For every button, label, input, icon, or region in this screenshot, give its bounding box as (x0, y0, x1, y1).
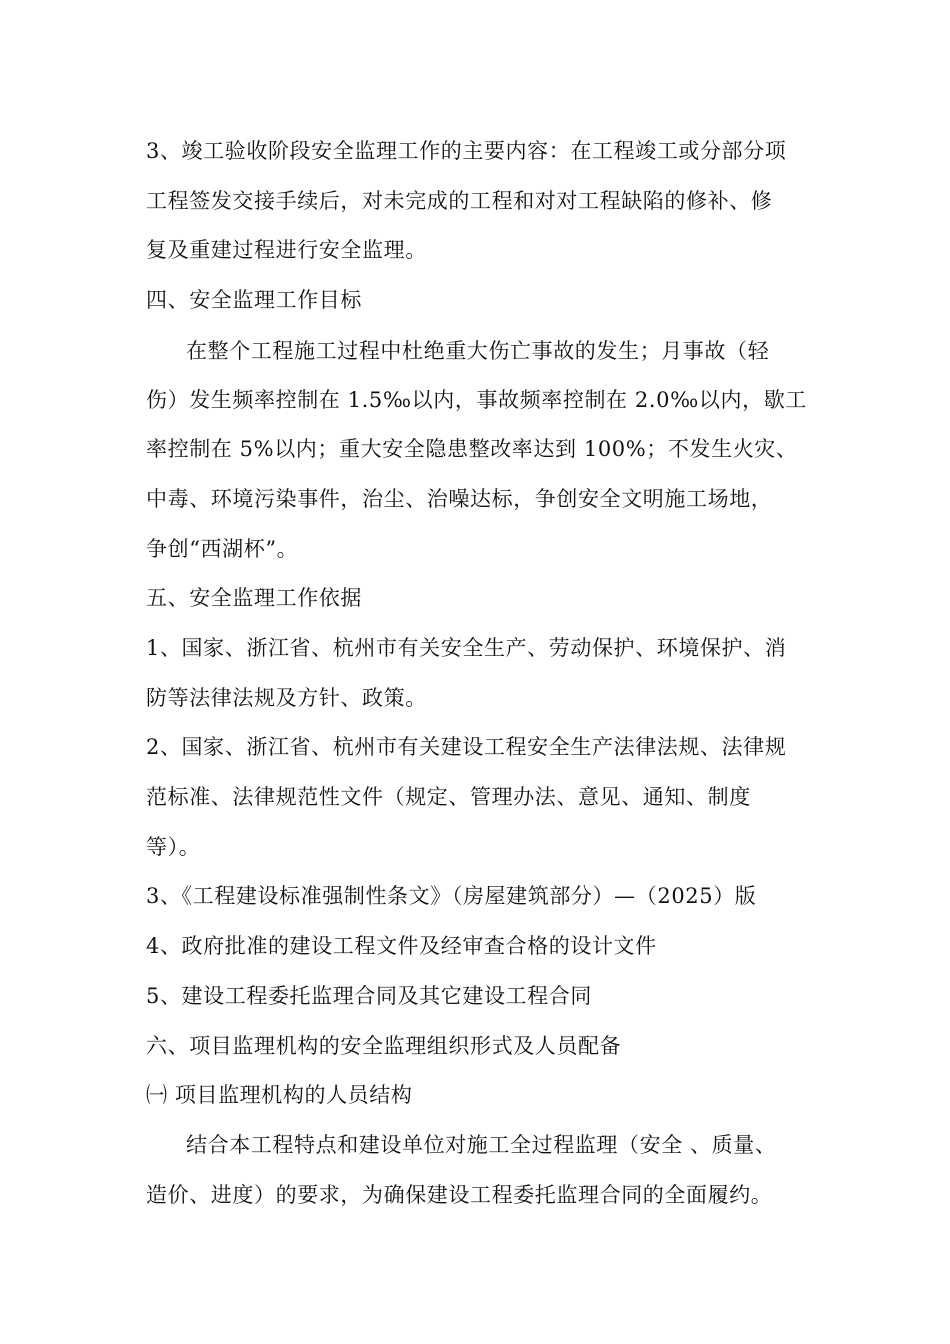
section-heading: 五、安全监理工作依据 (146, 586, 362, 610)
text-line: 中毒、环境污染事件，治尘、治噪达标，争创安全文明施工场地， (146, 487, 773, 511)
text-line: 结合本工程特点和建设单位对施工全过程监理（安全 、质量、 (186, 1133, 777, 1157)
text-line: 伤）发生频率控制在 1.5‰以内，事故频率控制在 2.0‰以内，歇工 (146, 388, 807, 412)
text-line: 2、国家、浙江省、杭州市有关建设工程安全生产法律法规、法律规 (146, 735, 787, 759)
section-heading: 六、项目监理机构的安全监理组织形式及人员配备 (146, 1034, 622, 1058)
text-line: 复及重建过程进行安全监理。 (146, 238, 427, 262)
text-line: 范标准、法律规范性文件（规定、管理办法、意见、通知、制度 (146, 785, 751, 809)
text-line: 4、政府批准的建设工程文件及经审查合格的设计文件 (146, 934, 657, 958)
text-line: 3、竣工验收阶段安全监理工作的主要内容：在工程竣工或分部分项 (146, 139, 787, 163)
section-heading: 四、安全监理工作目标 (146, 288, 362, 312)
text-line: 在整个工程施工过程中杜绝重大伤亡事故的发生；月事故（轻 (186, 339, 770, 363)
text-line: 5、建设工程委托监理合同及其它建设工程合同 (146, 984, 592, 1008)
text-line: 争创“西湖杯”。 (146, 537, 299, 561)
text-line: 工程签发交接手续后，对未完成的工程和对对工程缺陷的修补、修 (146, 189, 773, 213)
text-line: 造价、进度）的要求，为确保建设工程委托监理合同的全面履约。 (146, 1183, 773, 1207)
text-line: 防等法律法规及方针、政策。 (146, 686, 427, 710)
text-line: 3、《工程建设标准强制性条文》（房屋建筑部分）—（2025）版 (146, 884, 757, 908)
text-line: 率控制在 5%以内；重大安全隐患整改率达到 100%；不发生火灾、 (146, 437, 798, 461)
subsection-heading: ㈠ 项目监理机构的人员结构 (146, 1083, 413, 1107)
text-line: 等）。 (146, 835, 201, 859)
text-line: 1、国家、浙江省、杭州市有关安全生产、劳动保护、环境保护、消 (146, 636, 787, 660)
